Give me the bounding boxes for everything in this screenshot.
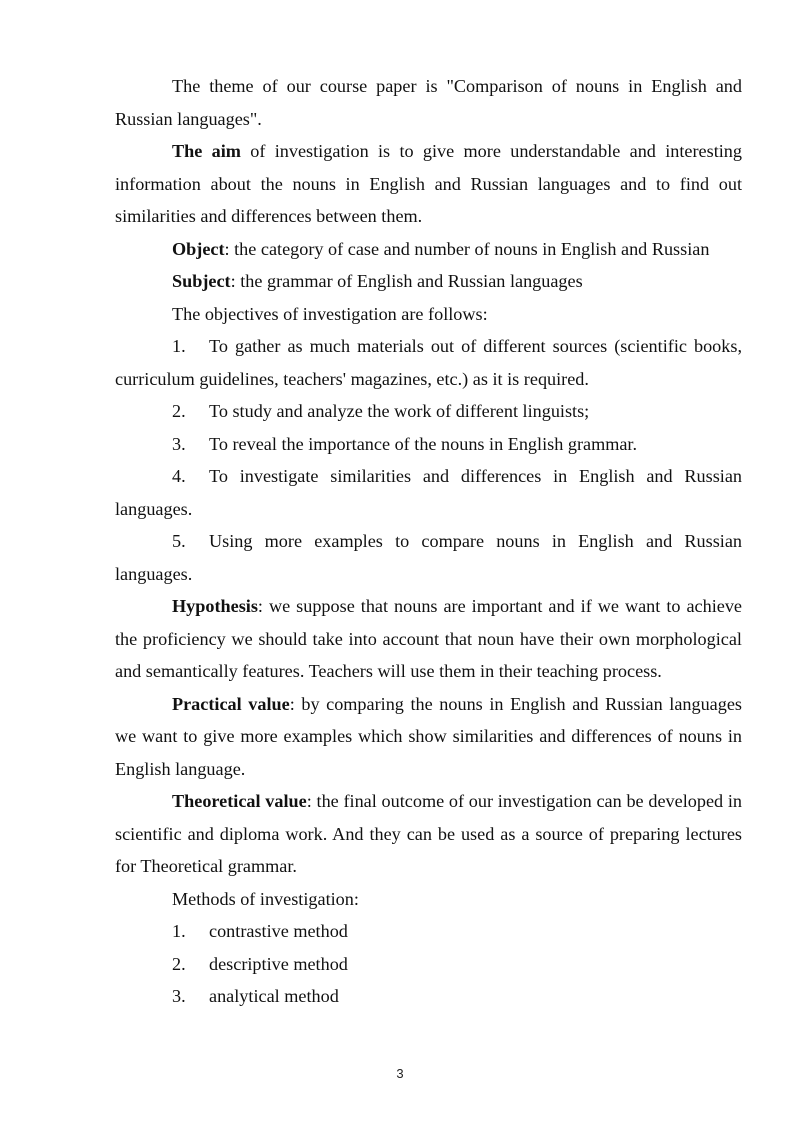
intro-paragraph	[115, 70, 742, 135]
method-number: 2.	[172, 953, 186, 974]
method-item-1	[115, 915, 742, 948]
page-number: 3	[396, 1066, 404, 1081]
objective-text: To investigate similarities and differences in English and Russian languages.	[115, 466, 742, 519]
hypothesis-paragraph	[115, 590, 742, 688]
objective-item-5	[115, 525, 742, 590]
subject-text: : the grammar of English and Russian languages	[230, 271, 583, 291]
hypothesis-label: Hypothesis	[172, 596, 258, 616]
object-text: : the category of case and number of nouns in English and Russian	[224, 238, 710, 259]
aim-paragraph	[115, 135, 742, 233]
practical-value-paragraph	[115, 688, 742, 786]
method-text: descriptive method	[209, 953, 348, 974]
objectives-intro: The objectives of investigation are follows:	[172, 303, 488, 324]
objective-number: 2.	[172, 401, 186, 421]
method-text: contrastive method	[209, 921, 348, 941]
practical-value-label: Practical value	[172, 693, 290, 714]
hypothesis-text: : we suppose that nouns are important and if we want to achieve the proficiency we should take into account that noun have their own morphological and semantically features. Teachers will use them in their teaching process.	[115, 596, 742, 681]
objective-text: To study and analyze the work of different linguists;	[209, 401, 590, 421]
objective-item-3	[115, 428, 742, 461]
method-number: 1.	[172, 921, 186, 941]
method-item-3	[115, 980, 742, 1013]
theoretical-value-label: Theoretical value	[172, 791, 307, 811]
subject-paragraph	[115, 265, 742, 298]
intro-text: The theme of our course paper is "Comparison of nouns in English and Russian languages".	[115, 76, 742, 129]
aim-label: The aim	[172, 141, 241, 161]
objective-text: To gather as much materials out of different sources (scientific books, curriculum guidelines, teachers' magazines, etc.) as it is required.	[115, 336, 742, 389]
objective-item-2	[115, 395, 742, 428]
objective-item-1	[115, 330, 742, 395]
object-label: Object	[172, 238, 225, 259]
practical-value-text: : by comparing the nouns in English and Russian languages we want to give more examples which show similarities and differences of nouns in English language.	[115, 693, 742, 779]
aim-text: of investigation is to give more understandable and interesting information about the nouns in English and Russian languages and to find out similarities and differences between them.	[115, 141, 742, 226]
subject-label: Subject	[172, 271, 231, 291]
theoretical-value-paragraph	[115, 785, 742, 883]
method-item-2	[115, 948, 742, 981]
objective-number: 4.	[172, 466, 186, 486]
theoretical-value-text: : the final outcome of our investigation can be developed in scientific and diploma work. And they can be used as a source of preparing lectures for Theoretical grammar.	[115, 791, 742, 876]
objective-item-4	[115, 460, 742, 525]
method-number: 3.	[172, 986, 186, 1006]
objective-number: 1.	[172, 336, 186, 356]
methods-intro: Methods of investigation:	[172, 888, 359, 909]
objective-number: 3.	[172, 433, 186, 454]
method-text: analytical method	[209, 986, 339, 1006]
object-paragraph	[115, 233, 742, 266]
objective-text: To reveal the importance of the nouns in English grammar.	[209, 433, 638, 454]
objective-number: 5.	[172, 531, 186, 551]
objective-text: Using more examples to compare nouns in English and Russian languages.	[115, 531, 742, 584]
document-page	[115, 70, 742, 1013]
